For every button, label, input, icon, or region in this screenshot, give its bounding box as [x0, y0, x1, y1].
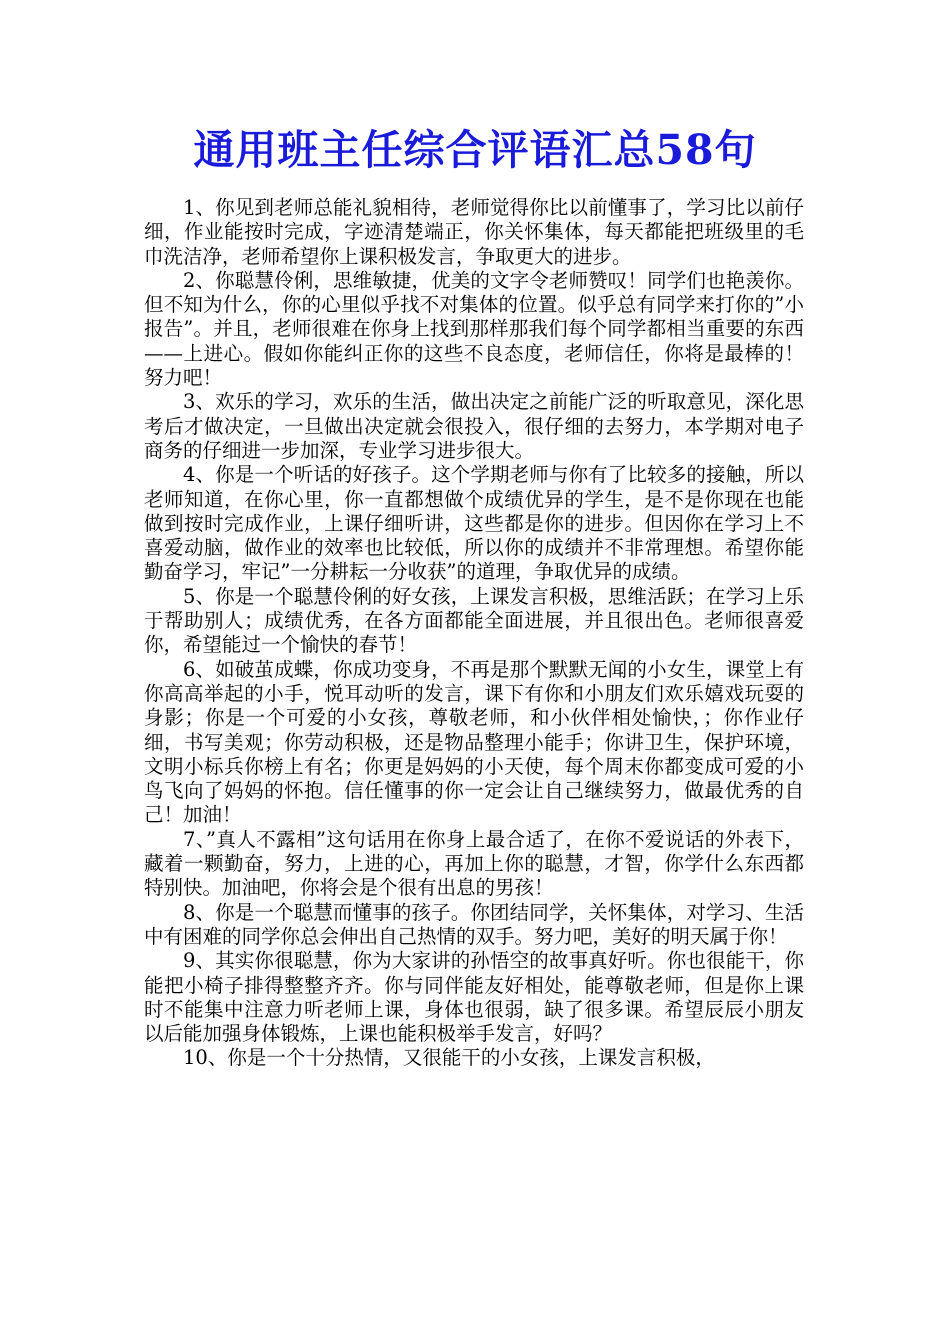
paragraph-1: 1、你见到老师总能礼貌相待，老师觉得你比以前懂事了，学习比以前仔细，作业能按时完成，字迹清楚端正，你关怀集体，每天都能把班级里的毛巾洗洁净，老师希望你上课积极发言，争取更大的进步。 — [144, 196, 804, 268]
paragraph-2: 2、你聪慧伶俐，思维敏捷，优美的文字令老师赞叹！同学们也艳羡你。但不知为什么，你的心里似乎找不对集体的位置。似乎总有同学来打你的”小报告”。并且，老师很难在你身上找到那样那我们每个同学都相当重要的东西——上进心。假如你能纠正你的这些不良态度，老师信任，你将是最棒的！努力吧！ — [144, 268, 804, 390]
document-title: 通用班主任综合评语汇总58句 — [193, 126, 757, 174]
paragraph-10: 10、你是一个十分热情，又很能干的小女孩，上课发言积极， — [183, 1046, 715, 1070]
paragraph-5: 5、你是一个聪慧伶俐的好女孩，上课发言积极，思维活跃；在学习上乐于帮助别人；成绩优秀，在各方面都能全面进展，并且很出色。老师很喜爱你，希望能过一个愉快的春节！ — [144, 584, 804, 657]
paragraph-8: 8、你是一个聪慧而懂事的孩子。你团结同学，关怀集体，对学习、生活中有困难的同学你总会伸出自己热情的双手。努力吧，美好的明天属于你！ — [144, 900, 804, 948]
paragraph-4: 4、你是一个听话的好孩子。这个学期老师与你有了比较多的接触，所以老师知道，在你心里，你一直都想做个成绩优异的学生，是不是你现在也能做到按时完成作业，上课仔细听讲，这些都是你的进步。但因你在学习上不喜爱动脑，做作业的效率也比较低，所以你的成绩并不非常理想。希望你能勤奋学习，牢记”一分耕耘一分收获”的道理，争取优异的成绩。 — [144, 463, 804, 584]
paragraph-3: 3、欢乐的学习，欢乐的生活，做出决定之前能广泛的听取意见，深化思考后才做决定，一旦做出决定就会很投入，很仔细的去努力，本学期对电子商务的仔细进一步加深，专业学习进步很大。 — [144, 390, 804, 462]
paragraph-9: 9、其实你很聪慧，你为大家讲的孙悟空的故事真好听。你也很能干，你能把小椅子排得整整齐齐。你与同伴能友好相处，能尊敬老师，但是你上课时不能集中注意力听老师上课，身体也很弱，缺了很多课。希望辰辰小朋友以后能加强身体锻炼，上课也能积极举手发言，好吗？ — [144, 949, 804, 1046]
paragraph-6: 6、如破茧成蝶，你成功变身，不再是那个默默无闻的小女生，课堂上有你高高举起的小手，悦耳动听的发言，课下有你和小朋友们欢乐嬉戏玩耍的身影；你是一个可爱的小女孩，尊敬老师，和小伙伴相处愉快，；你作业仔细，书写美观；你劳动积极，还是物品整理小能手；你讲卫生，保护环境，文明小标兵你榜上有名；你更是妈妈的小天使，每个周末你都变成可爱的小鸟飞向了妈妈的怀抱。信任懂事的你一定会让自己继续努力，做最优秀的自己！加油！ — [144, 657, 804, 827]
paragraph-7: 7、”真人不露相”这句话用在你身上最合适了，在你不爱说话的外表下，藏着一颗勤奋，努力，上进的心，再加上你的聪慧，才智，你学什么东西都特别快。加油吧，你将会是个很有出息的男孩！ — [144, 827, 804, 900]
document-body — [144, 196, 804, 1071]
